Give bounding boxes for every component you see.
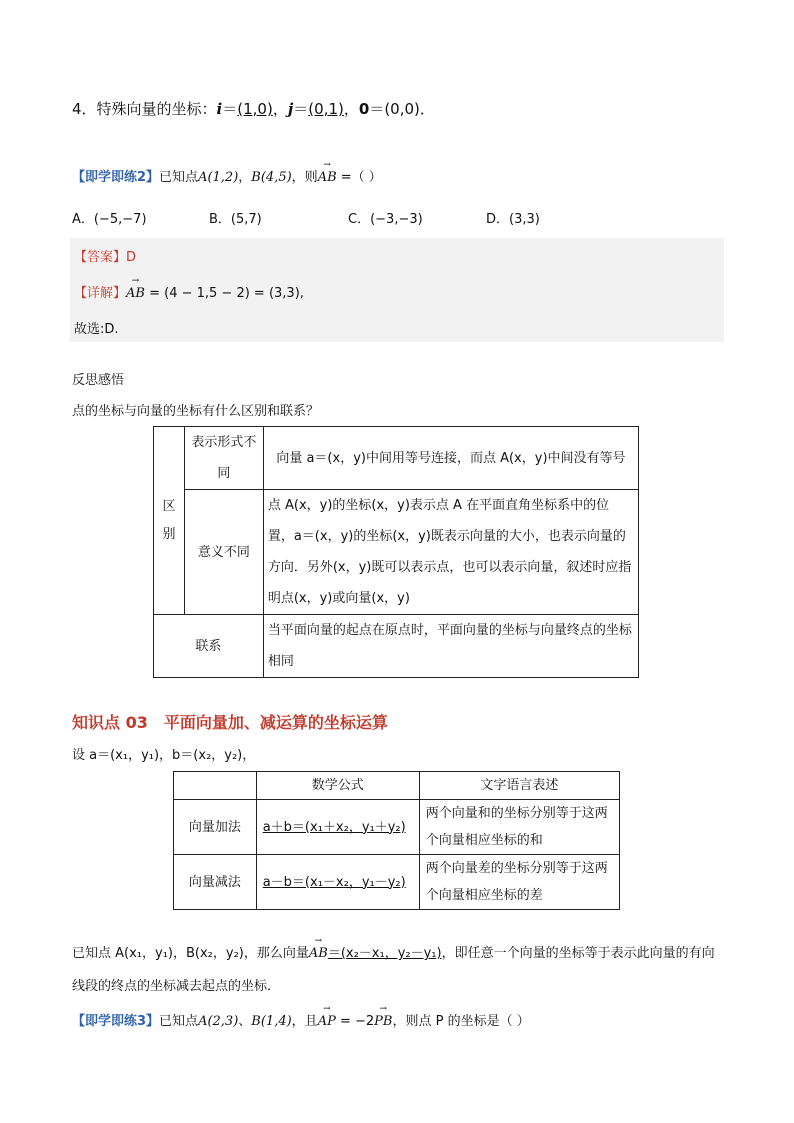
j-value: (0,1) (308, 100, 344, 118)
practice-3-question (72, 1010, 530, 1029)
item4-prefix: 4．特殊向量的坐标： (72, 100, 217, 118)
conclusion-line: 故选:D. (74, 322, 119, 337)
option-value: (−5,−7) (93, 212, 147, 227)
sub-formula (256, 855, 419, 910)
empty-header-cell (174, 772, 257, 800)
text-header: 文字语言表述 (419, 772, 619, 800)
point-a: A(2,3) (198, 1014, 239, 1029)
vector-ap: → AP (318, 1014, 336, 1029)
knowledge-point-title: 知识点 03 平面向量加、减运算的坐标运算 (72, 713, 388, 732)
row1-head: 表示形式不同 (184, 427, 263, 490)
diff-label-text: 区 别 (162, 498, 176, 542)
vector-ab: → AB (309, 946, 328, 961)
option-key: D． (486, 212, 510, 227)
question-text: 已知点 (159, 170, 199, 185)
add-formula-text: a＋b＝(x₁＋x₂，y₁＋y₂) (262, 819, 406, 835)
option-value: (−3,−3) (370, 212, 423, 227)
option-key: B． (209, 212, 231, 227)
statement-formula: ＝(x₂－x₁，y₂－y₁) (327, 946, 442, 961)
sep: ， (343, 100, 359, 118)
point-b: B(1,4) (251, 1014, 292, 1029)
answer-value: D (126, 250, 137, 265)
vector-pb: → PB (374, 1014, 392, 1029)
row1-text: 向量 a＝(x，y)中间用等号连接，而点 A(x，y)中间没有等号 (263, 427, 638, 490)
detail-formula: = (4 − 1,5 − 2) = (3,3), (144, 286, 304, 301)
point-b: B(4,5) (251, 170, 292, 185)
zero-value: ＝(0,0)． (369, 100, 435, 118)
answer-box (70, 238, 724, 342)
add-name: 向量加法 (174, 800, 257, 855)
comparison-table (153, 426, 639, 678)
question-text: ，且 (291, 1014, 318, 1029)
option-a (72, 208, 147, 227)
i-value: (1,0) (237, 100, 273, 118)
sep: ， (272, 100, 288, 118)
option-value: (3,3) (509, 212, 540, 227)
formula-header: 数学公式 (256, 772, 419, 800)
row2-text: 点 A(x，y)的坐标(x，y)表示点 A 在平面直角坐标系中的位置，a＝(x，y)的坐标(x，y)既表示向量的大小，也表示向量的方向．另外(x，y)既可以表示点，也可以表示向量，叙述时应指明点(x，y)或向量(x，y) (263, 490, 638, 615)
zero-symbol: 0 (358, 100, 370, 118)
row3-head: 联系 (154, 615, 264, 678)
statement-text: ，即任意一个向量的坐标等于表示此向量的有向 (441, 946, 715, 961)
detail-line (74, 282, 304, 301)
question-text: ，则点 P 的坐标是（ ） (392, 1014, 530, 1029)
i-symbol: i (216, 100, 223, 118)
option-d (486, 208, 540, 227)
question-text: 已知点 (159, 1014, 199, 1029)
reflection-question: 点的坐标与向量的坐标有什么区别和联系？ (72, 404, 320, 419)
option-value: (5,7) (230, 212, 262, 227)
answer-line (74, 246, 136, 265)
practice-2-question (72, 166, 382, 185)
sub-formula-text: a－b＝(x₁－x₂，y₁－y₂) (262, 874, 406, 890)
diff-label (154, 427, 185, 615)
option-b (209, 208, 262, 227)
practice-label: 【即学即练3】 (72, 1014, 160, 1029)
add-formula (256, 800, 419, 855)
row2-head: 意义不同 (184, 490, 263, 615)
answer-label: 【答案】 (74, 250, 127, 265)
point-a: A(1,2) (198, 170, 239, 185)
vector-coord-statement (72, 942, 715, 961)
j-symbol: j (287, 100, 294, 118)
option-key: A． (72, 212, 94, 227)
operations-table (173, 771, 620, 910)
vector-coord-statement-cont: 线段的终点的坐标减去起点的坐标． (72, 979, 281, 994)
set-vectors-line: 设 a＝(x₁，y₁)，b＝(x₂，y₂)， (72, 748, 256, 763)
sub-text: 两个向量差的坐标分别等于这两个向量相应坐标的差 (419, 855, 619, 910)
special-vectors-line (72, 98, 435, 119)
detail-label: 【详解】 (74, 286, 127, 301)
option-key: C． (348, 212, 371, 227)
vector-ab: → AB (318, 170, 337, 185)
question-text: =（ ） (336, 170, 382, 185)
reflection-title: 反思感悟 (72, 373, 125, 388)
vector-ab: → AB (126, 286, 145, 301)
question-text: ，则 (291, 170, 318, 185)
eq-sign: ＝ (222, 100, 238, 118)
row3-text: 当平面向量的起点在原点时，平面向量的坐标与向量终点的坐标相同 (263, 615, 638, 678)
eq-sign: ＝ (293, 100, 309, 118)
question-text: ， (238, 170, 252, 185)
question-text: 、 (238, 1014, 252, 1029)
statement-text: 已知点 A(x₁，y₁)，B(x₂，y₂)，那么向量 (72, 946, 309, 961)
add-text: 两个向量和的坐标分别等于这两个向量相应坐标的和 (419, 800, 619, 855)
practice-label: 【即学即练2】 (72, 170, 160, 185)
option-c (348, 208, 423, 227)
sub-name: 向量减法 (174, 855, 257, 910)
question-text: = −2 (335, 1014, 375, 1029)
